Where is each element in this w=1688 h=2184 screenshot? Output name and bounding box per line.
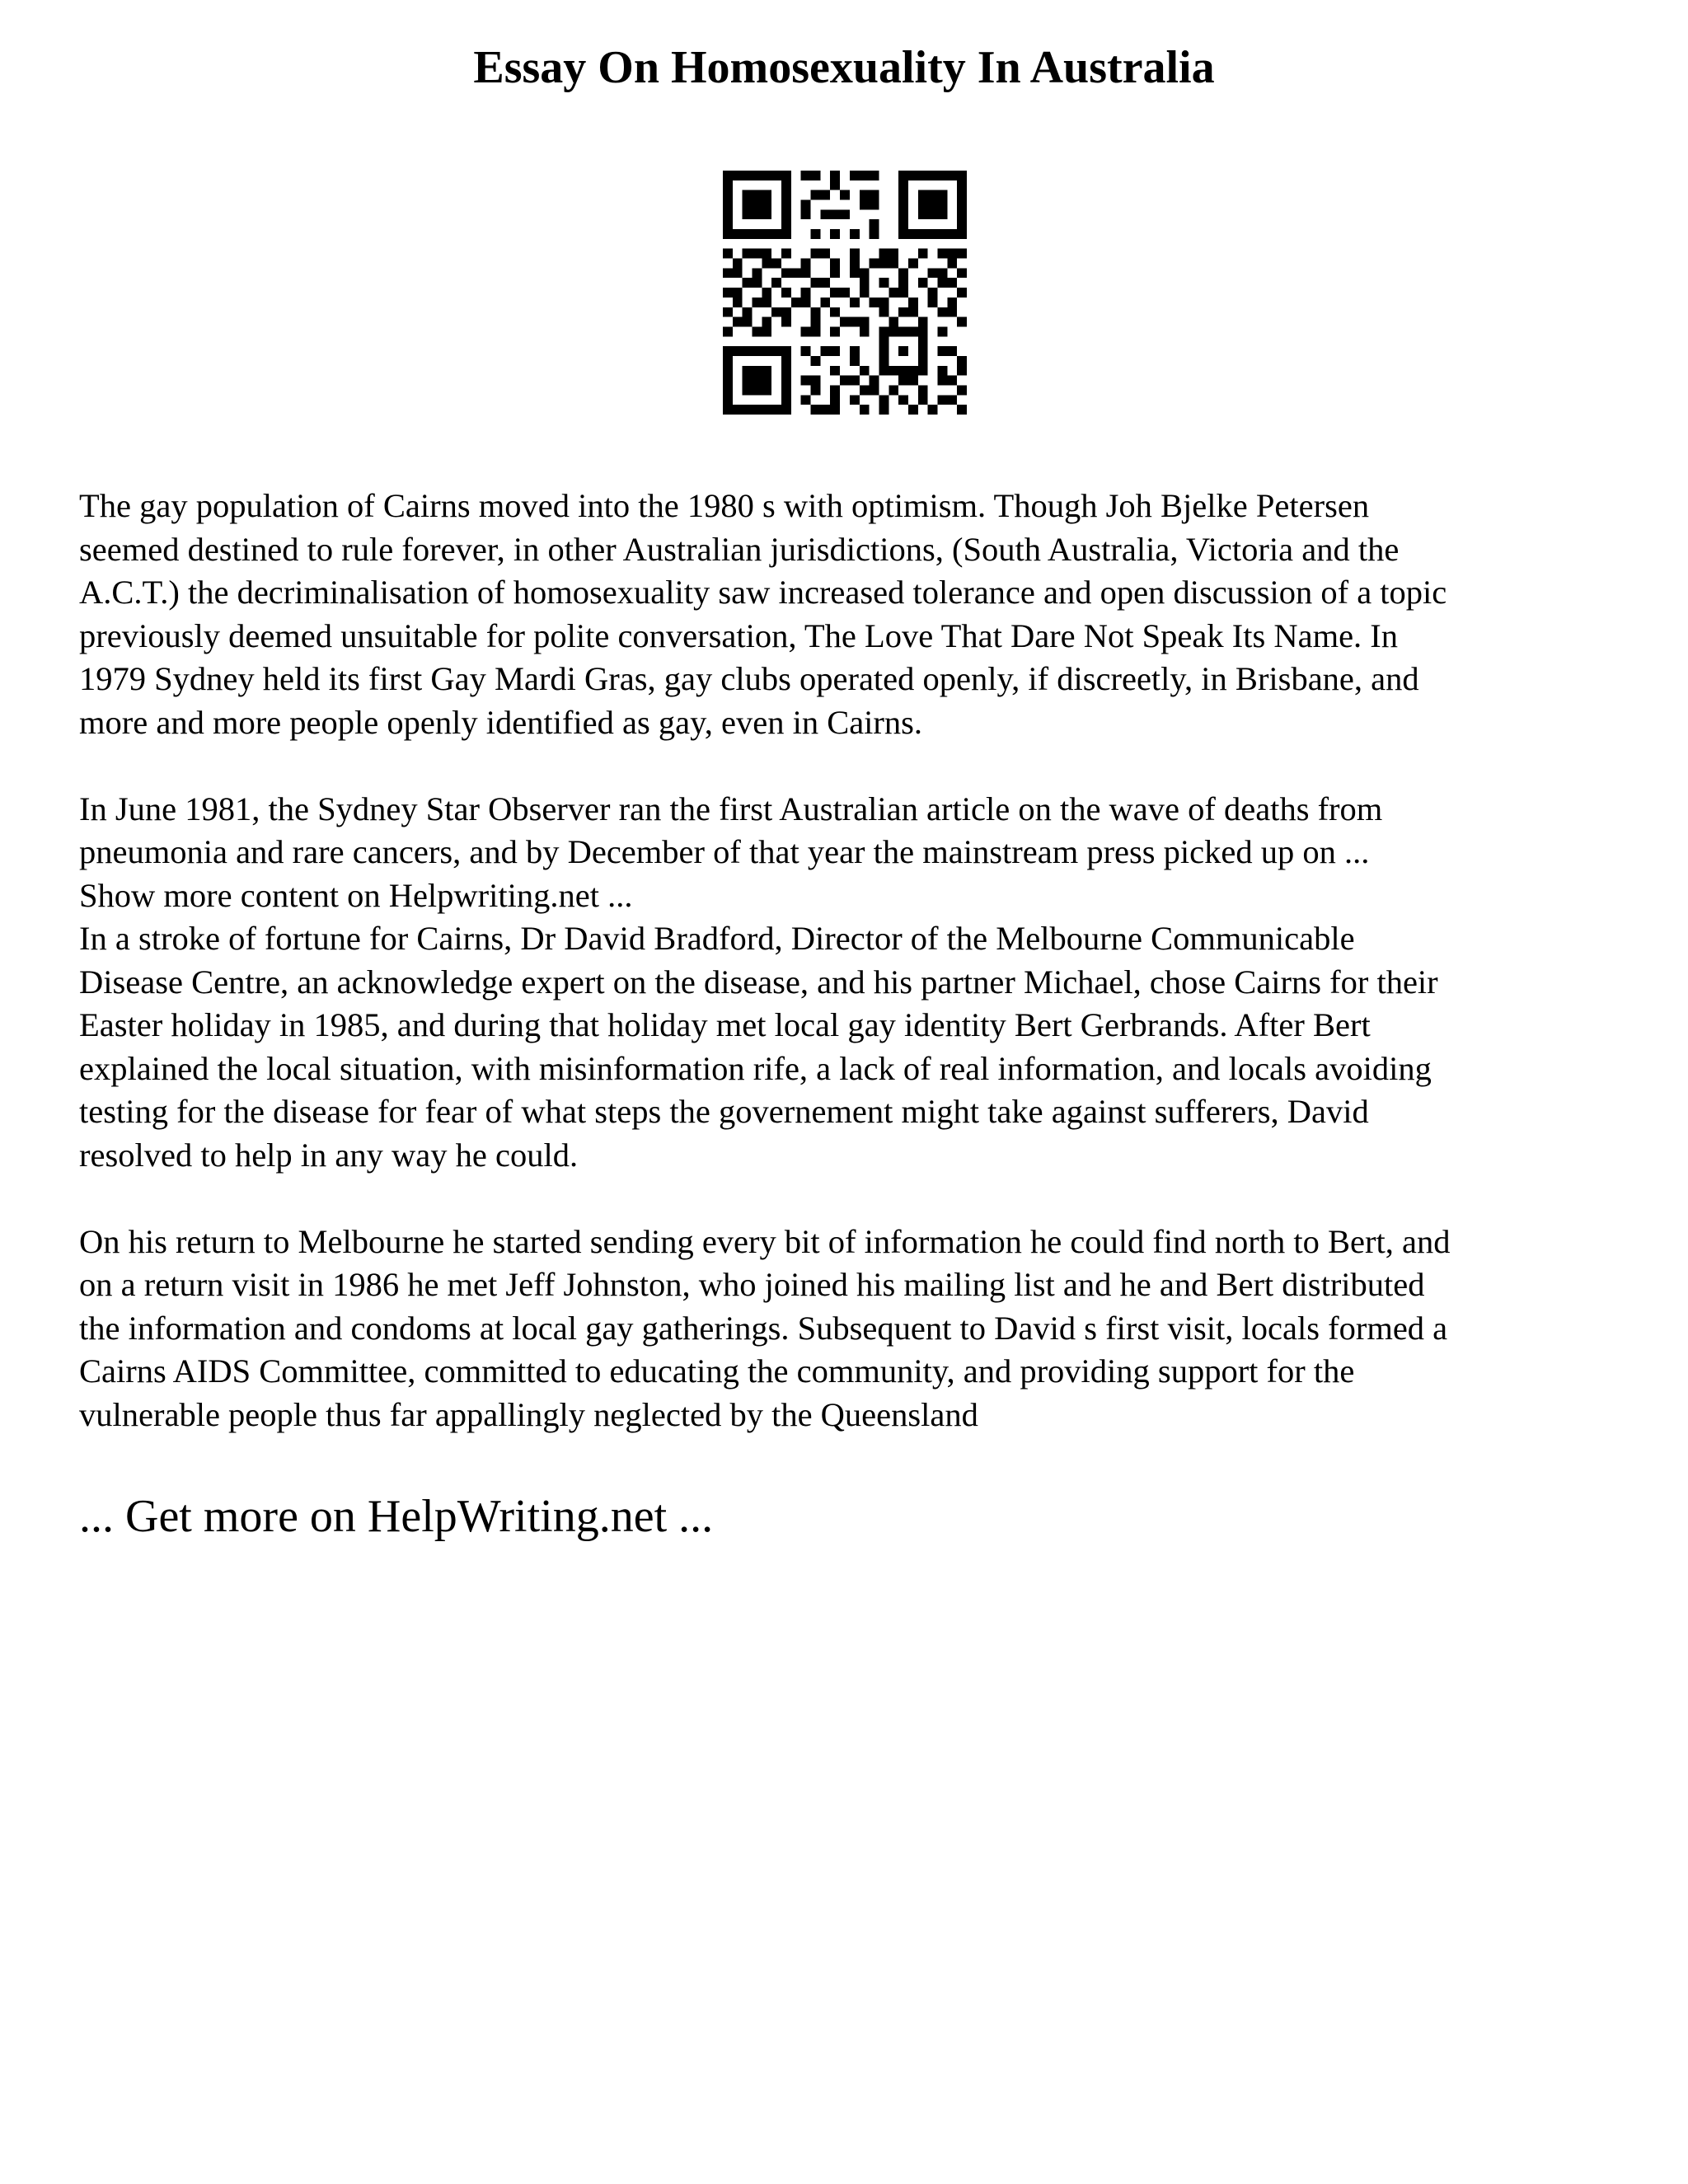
essay-paragraph: In a stroke of fortune for Cairns, Dr David Bradford, Director of the Melbourne Communicable Disease Centre, an acknowledge expert on the disease, and his partner Michael, chose Cairns for their Easter holiday in 1985, and during that holiday met local gay identity Bert Gerbrands. After Bert explained the local situation, with misinformation rife, a lack of real information, and locals avoiding testing for the disease for fear of what steps the governement might take against sufferers, David resolved to help in any way he could. <box>79 920 1438 1174</box>
essay-paragraph: In June 1981, the Sydney Star Observer ran the first Australian article on the wave of deaths from pneumonia and rare cancers, and by December of that year the mainstream press picked up on ... <box>79 790 1383 870</box>
document-title: Essay On Homosexuality In Australia <box>473 42 1215 93</box>
show-more-notice: Show more content on Helpwriting.net ... <box>79 876 633 914</box>
qr-code-icon <box>723 171 967 415</box>
essay-paragraph: The gay population of Cairns moved into the 1980 s with optimism. Though Joh Bjelke Petersen seemed destined to rule forever, in other Australian jurisdictions, (South Australia, Victoria and the A.C.T.) the decriminalisation of homosexuality saw increased tolerance and open discussion of a topic previously deemed unsuitable for polite conversation, The Love That Dare Not Speak Its Name. In 1979 Sydney held its first Gay Mardi Gras, gay clubs operated openly, if discreetly, in Brisbane, and more and more people openly identified as gay, even in Cairns. <box>79 487 1447 741</box>
essay-paragraph: On his return to Melbourne he started sending every bit of information he could find north to Bert, and on a return visit in 1986 he met Jeff Johnston, who joined his mailing list and he and Bert distributed the information and condoms at local gay gatherings. Subsequent to David s first visit, locals formed a Cairns AIDS Committee, committed to educating the community, and providing support for the vulnerable people thus far appallingly neglected by the Queensland <box>79 1222 1451 1433</box>
get-more-link[interactable]: ... Get more on HelpWriting.net ... <box>79 1491 714 1542</box>
paragraph-spacer <box>79 1177 1629 1221</box>
essay-body <box>79 485 1629 1436</box>
paragraph-spacer <box>79 744 1629 788</box>
